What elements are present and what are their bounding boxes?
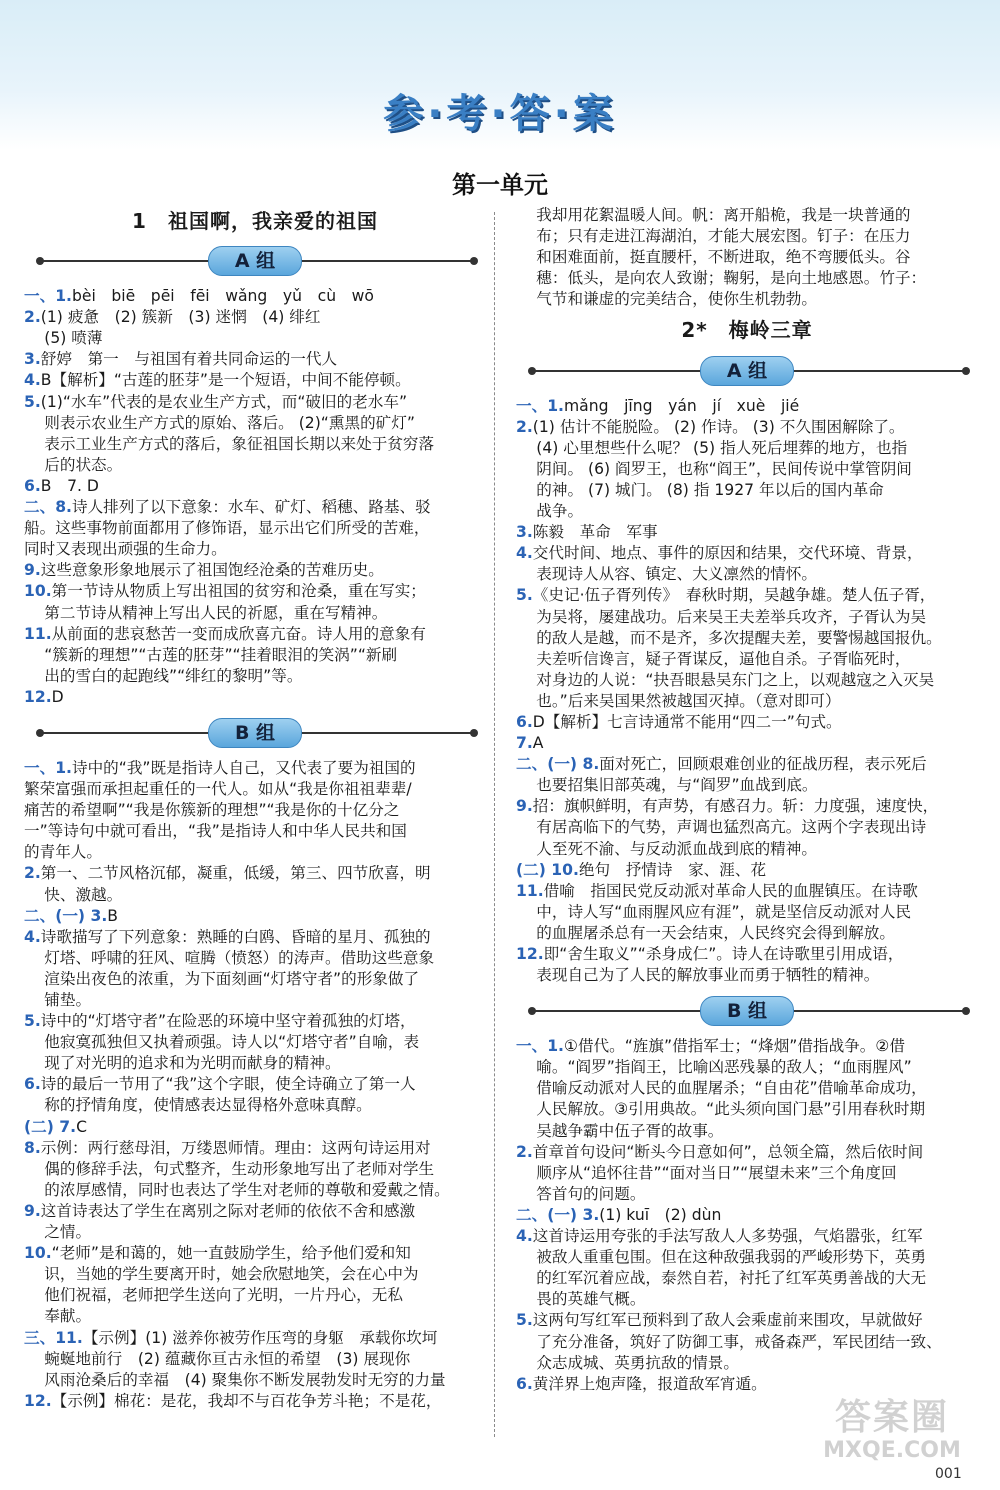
answer-line (24, 927, 486, 948)
question-number: 二、(一) 8. (516, 755, 600, 774)
answer-text: 奉献。 (44, 1307, 92, 1326)
answer-line: 布；只有走进江海湖泊，才能大展宏图。钉子：在压力 (536, 227, 911, 246)
answer-line (516, 649, 978, 670)
answer-text: 这两句写红军已预料到了敌人会乘虚前来围攻，早就做好 (532, 1311, 923, 1330)
answer-text: 阴间。 (6) 阎罗王，也称“阎王”，民间传说中掌管阴间 (536, 459, 912, 478)
answer-line (24, 969, 486, 990)
question-number: 二、(一) 3. (24, 906, 108, 925)
answer-line (24, 1306, 486, 1327)
answer-line (24, 1328, 486, 1349)
answer-line (516, 501, 978, 522)
answer-text: A (532, 734, 544, 753)
watermark (812, 1398, 972, 1470)
answer-list-b (24, 758, 486, 1412)
continued-answer (516, 205, 978, 310)
answer-text: 识，当她的学生要离开时，她会欣慰地笑，会在心中为 (44, 1265, 419, 1284)
answer-text: 有居高临下的气势，声调也猛烈高亢。这两个字表现出诗 (536, 818, 927, 837)
answer-line (24, 1074, 486, 1095)
answer-line (516, 1057, 978, 1078)
answer-text: 首章首句设问“断头今日意如何”，总领全篇，然后依时间 (532, 1142, 924, 1161)
question-number: 11. (516, 881, 544, 900)
answer-line (516, 628, 978, 649)
question-number: 2. (516, 1142, 533, 1161)
answer-line (24, 990, 486, 1011)
answer-text: mǎng jīng yán jí xuè jié (563, 396, 800, 415)
answer-line (24, 1180, 486, 1201)
answer-line (516, 1353, 978, 1374)
answer-line (24, 1095, 486, 1116)
answer-line (24, 842, 486, 863)
answer-line (516, 1121, 978, 1142)
answer-line (24, 885, 486, 906)
answer-line (516, 965, 978, 986)
answer-text: (4) 心里想些什么呢？ (5) 指人死后埋葬的地方，也指 (536, 438, 908, 457)
answer-line (24, 1159, 486, 1180)
answer-line (516, 459, 978, 480)
answer-text: 他寂寞孤独但又执着顽强。诗人以“灯塔守者”自喻，表 (44, 1033, 420, 1052)
answer-line (516, 1226, 978, 1247)
page-title: 参·考·答·案 (383, 91, 617, 137)
answer-text: 表示工业生产方式的落后，象征祖国长期以来处于贫穷落 (44, 434, 435, 453)
answer-line (516, 923, 978, 944)
question-number: 2. (24, 308, 41, 327)
lesson-title: 2* 梅岭三章 (681, 318, 813, 343)
answer-list-a (516, 396, 978, 987)
group-label: A 组 (700, 356, 794, 386)
question-number: 2. (516, 417, 533, 436)
answer-text: 招：旗帜鲜明，有声势，有感召力。斩：力度强，速度快， (532, 797, 939, 816)
question-number: 6. (516, 712, 533, 731)
answer-line (516, 1374, 978, 1395)
answer-line (516, 417, 978, 438)
answer-text: 绝句 抒情诗 家、涯、花 (578, 860, 767, 879)
answer-text: 痛苦的希望啊”“我是你簇新的理想”“我是你的十亿分之 (24, 801, 400, 820)
answer-line (24, 349, 486, 370)
question-number: 4. (24, 371, 41, 390)
page-number: 001 (935, 1466, 962, 1482)
answer-text: 之情。 (44, 1223, 92, 1242)
answer-text: 出的雪白的起跑线”“绯红的黎明”等。 (44, 666, 303, 685)
answer-line (516, 522, 978, 543)
answer-text: B (107, 906, 118, 925)
answer-line (516, 860, 978, 881)
answer-line (24, 666, 486, 687)
answer-line (516, 396, 978, 417)
answer-list-a (24, 286, 486, 708)
answer-line (24, 581, 486, 602)
question-number: (二) 7. (24, 1117, 77, 1136)
answer-text: 繁荣富强而承担起重任的一代人。如从“我是你祖祖辈辈/ (24, 780, 412, 799)
answer-line (516, 1184, 978, 1205)
question-number: 9. (24, 561, 41, 580)
answer-line: 气节和谦虚的完美结合，使你生机勃勃。 (536, 290, 817, 309)
answer-text: 人民解放。③引用典故。“此头须向国门悬”引用春秋时期 (536, 1100, 926, 1119)
answer-line (516, 1247, 978, 1268)
answer-text: 表现诗人从容、镇定、大义凛然的情怀。 (536, 565, 817, 584)
answer-text: 喻。“阎罗”指阎王，比喻凶恶残暴的敌人；“血雨腥风” (536, 1058, 912, 1077)
answer-text: (1)“水车”代表的是农业生产方式，而“破旧的老水车” (40, 392, 408, 411)
answer-text: 交代时间、地点、事件的原因和结果，交代环境、背景， (532, 544, 923, 563)
answer-text: 灯塔、呼啸的狂风、喧腾（愤怒）的涛声。借助这些意象 (44, 948, 435, 967)
answer-line (516, 881, 978, 902)
answer-text: 后的状态。 (44, 455, 123, 474)
answer-text: 称的抒情角度，使情感表达显得格外意味真醇。 (44, 1096, 372, 1115)
answer-line (516, 1142, 978, 1163)
answer-line (516, 670, 978, 691)
answer-text: 借喻反动派对人民的血腥屠杀；“自由花”借喻革命成功， (536, 1079, 927, 1098)
question-number: 3. (516, 523, 533, 542)
answer-line (24, 392, 486, 413)
answer-line (24, 370, 486, 391)
answer-line (24, 906, 486, 927)
answer-line (24, 1222, 486, 1243)
answer-line (516, 1332, 978, 1353)
answer-line (24, 286, 486, 307)
answer-text: 答首句的问题。 (536, 1184, 646, 1203)
answer-text: 诗人排列了以下意象：水车、矿灯、稻穗、路基、驳 (71, 498, 431, 517)
question-number: 4. (516, 1227, 533, 1246)
answer-text: 则表示农业生产方式的原始、落后。 (2)“熏黑的矿灯” (44, 413, 415, 432)
left-column (24, 205, 486, 1412)
group-header-a (516, 356, 978, 386)
answer-line (516, 607, 978, 628)
answer-line (24, 624, 486, 645)
answer-line (24, 539, 486, 560)
group-header-b (516, 996, 978, 1026)
group-header-a (24, 246, 486, 276)
question-number: 10. (24, 1244, 52, 1263)
question-number: 6. (24, 1075, 41, 1094)
question-number: 一、1. (516, 1037, 564, 1056)
answer-text: 从前面的悲哀愁苦一变而成欣喜亢奋。诗人用的意象有 (51, 624, 426, 643)
answer-line (24, 758, 486, 779)
answer-text: 借喻 指国民党反动派对革命人民的血腥镇压。在诗歌 (543, 881, 918, 900)
answer-line (24, 603, 486, 624)
answer-text: 的红军沉着应战，泰然自若，衬托了红军英勇善战的大无 (536, 1269, 927, 1288)
answer-text: B 7. D (40, 476, 99, 495)
question-number: (二) 10. (516, 860, 579, 879)
answer-text: 诗中的“我”既是指诗人自己，又代表了要为祖国的 (71, 758, 416, 777)
question-number: 8. (24, 1138, 41, 1157)
answer-text: 面对死亡，回顾艰难创业的征战历程，表示死后 (599, 755, 927, 774)
answer-line (24, 1011, 486, 1032)
answer-line (24, 1201, 486, 1222)
answer-text: 吴越争霸中伍子胥的故事。 (536, 1121, 724, 1140)
answer-text: 船。这些事物前面都用了修饰语，显示出它们所受的苦难， (24, 519, 430, 538)
answer-text: D【解析】七言诗通常不能用“四二一”句式。 (532, 712, 842, 731)
answer-line (24, 413, 486, 434)
question-number: 9. (516, 797, 533, 816)
question-number: 三、11. (24, 1328, 83, 1347)
answer-line (516, 1289, 978, 1310)
answer-text: 这些意象形象地展示了祖国饱经沧桑的苦难历史。 (40, 561, 384, 580)
question-number: 5. (24, 1012, 41, 1031)
answer-line (24, 560, 486, 581)
answer-text: (1) 估计不能脱险。 (2) 作诗。 (3) 不久围困解除了。 (532, 417, 905, 436)
question-number: 6. (516, 1374, 533, 1393)
answer-line (516, 1099, 978, 1120)
answer-text: 被敌人重重包围。但在这种敌强我弱的严峻形势下，英勇 (536, 1248, 927, 1267)
question-number: 12. (24, 1391, 52, 1410)
answer-line (24, 1138, 486, 1159)
answer-text: C (76, 1117, 87, 1136)
answer-text: “簇新的理想”“古莲的胚芽”“挂着眼泪的笑涡”“新刷 (44, 645, 398, 664)
answer-text: 陈毅 革命 军事 (532, 523, 658, 542)
answer-line (24, 821, 486, 842)
answer-text: (1) kuī (2) dùn (599, 1205, 722, 1224)
answer-text: 舒婷 第一 与祖国有着共同命运的一代人 (40, 350, 338, 369)
question-number: 5. (516, 1311, 533, 1330)
answer-text: 中，诗人写“血雨腥风应有涯”，就是坚信反动派对人民 (536, 902, 912, 921)
column-divider (494, 212, 495, 1437)
answer-text: (5) 喷薄 (44, 329, 103, 348)
answer-line (516, 691, 978, 712)
unit-title: 第一单元 (452, 171, 548, 199)
answer-text: 了充分准备，筑好了防御工事，戒备森严，军民团结一致、 (536, 1332, 942, 1351)
answer-text: 的浓厚感情，同时也表达了学生对老师的尊敬和爱戴之情。 (44, 1180, 450, 1199)
answer-line (24, 1264, 486, 1285)
question-number: 12. (516, 945, 544, 963)
answer-line (24, 687, 486, 708)
answer-text: 众志成城、英勇抗敌的情景。 (536, 1353, 739, 1372)
answer-list-b (516, 1036, 978, 1395)
question-number: 5. (516, 586, 533, 605)
answer-line (516, 902, 978, 923)
answer-text: B【解析】“古莲的胚芽”是一个短语，中间不能停顿。 (40, 371, 411, 390)
answer-text: 诗歌描写了下列意象：熟睡的白鸥、昏暗的星月、孤独的 (40, 927, 431, 946)
answer-line (24, 779, 486, 800)
answer-line (516, 839, 978, 860)
answer-line (24, 328, 486, 349)
answer-text: “老师”是和蔼的，她一直鼓励学生，给予他们爱和知 (51, 1244, 411, 1263)
answer-line: 我却用花絮温暖人间。帆：离开船桅，我是一块普通的 (536, 206, 911, 224)
group-header-b (24, 718, 486, 748)
answer-line (24, 518, 486, 539)
lesson-title: 1 祖国啊，我亲爱的祖国 (132, 209, 378, 233)
answer-line (516, 796, 978, 817)
answer-line (24, 455, 486, 476)
answer-text: 铺垫。 (44, 991, 92, 1009)
answer-line (516, 1163, 978, 1184)
answer-line (24, 948, 486, 969)
question-number: 11. (24, 624, 52, 643)
answer-line (516, 1205, 978, 1226)
answer-text: 这首诗运用夸张的手法写敌人人多势强，气焰嚣张，红军 (532, 1227, 923, 1246)
answer-line (516, 564, 978, 585)
answer-line (24, 1370, 486, 1391)
question-number: 一、1. (516, 396, 564, 415)
question-number: 4. (24, 927, 41, 946)
answer-line (24, 1349, 486, 1370)
answer-text: 为吴将，屡建战功。后来吴王夫差举兵攻齐，子胥认为吴 (536, 607, 927, 626)
answer-line (516, 1078, 978, 1099)
answer-line (24, 307, 486, 328)
question-number: 3. (24, 350, 41, 369)
question-number: 9. (24, 1201, 41, 1220)
group-label: B 组 (700, 996, 794, 1026)
answer-text: 畏的英雄气概。 (536, 1290, 646, 1309)
answer-text: 黄洋界上炮声隆，报道敌军宵遁。 (532, 1374, 767, 1393)
answer-text: 对身边的人说：“抉吾眼悬吴东门之上，以观越寇之入灭吴 (536, 670, 935, 689)
answer-text: 诗的最后一节用了“我”这个字眼，使全诗确立了第一人 (40, 1075, 416, 1094)
answer-text: 风雨沧桑后的幸福 (4) 聚集你不断发展勃发时无穷的力量 (44, 1370, 446, 1389)
answer-text: 战争。 (536, 502, 584, 521)
answer-line (516, 754, 978, 775)
answer-text: 诗中的“灯塔守者”在险恶的环境中坚守着孤独的灯塔， (40, 1012, 416, 1031)
answer-line (516, 1268, 978, 1289)
answer-text: 表现自己为了人民的解放事业而勇于牺牲的精神。 (536, 966, 880, 985)
answer-line (24, 1285, 486, 1306)
answer-line (516, 543, 978, 564)
answer-text: 【示例】(1) 滋养你被劳作压弯的身躯 承载你坎坷 (82, 1328, 438, 1347)
answer-line (24, 1053, 486, 1074)
answer-text: 一”等诗句中就可看出，“我”是指诗人和中华人民共和国 (24, 822, 407, 841)
answer-text: 现了对光明的追求和为光明而献身的精神。 (44, 1054, 341, 1073)
answer-line (24, 434, 486, 455)
answer-text: 也。”后来吴国果然被越国灭掉。（意对即可） (536, 691, 841, 710)
answer-text: 渲染出夜色的浓重，为下面刻画“灯塔守者”的形象做了 (44, 969, 420, 988)
answer-text: ①借代。“旌旗”借指军士；“烽烟”借指战争。②借 (563, 1037, 905, 1056)
question-number: 10. (24, 582, 52, 601)
answer-text: 他们祝福，老师把学生送向了光明，一片丹心，无私 (44, 1286, 403, 1305)
answer-line (516, 438, 978, 459)
watermark-logo: 答案圈 (834, 1397, 949, 1438)
question-number: 2. (24, 864, 41, 883)
answer-line (516, 1036, 978, 1057)
answer-text: (1) 疲惫 (2) 簇新 (3) 迷惘 (4) 绯红 (40, 308, 321, 327)
answer-text: 示例：两行慈母泪，万缕恩师情。理由：这两句诗运用对 (40, 1138, 431, 1157)
answer-line (516, 712, 978, 733)
answer-line (24, 645, 486, 666)
group-label: A 组 (208, 246, 302, 276)
question-number: 5. (24, 392, 41, 411)
answer-text: 【示例】棉花：是花，我却不与百花争芳斗艳；不是花， (51, 1391, 442, 1410)
answer-text: 夫差听信谗言，疑子胥谋反，逼他自杀。子胥临死时， (536, 649, 911, 668)
answer-line (24, 497, 486, 518)
answer-line (24, 863, 486, 884)
answer-text: D (51, 687, 64, 706)
answer-text: 的敌人是越，而不是齐，多次提醒夫差，要警惕越国报仇。 (536, 628, 942, 647)
question-number: 一、1. (24, 758, 72, 777)
question-number: 4. (516, 544, 533, 563)
answer-text: 也要招集旧部英魂，与“阎罗”血战到底。 (536, 776, 818, 795)
answer-text: 的血腥屠杀总有一天会结束，人民终究会得到解放。 (536, 923, 895, 942)
answer-text: 的青年人。 (24, 843, 102, 862)
question-number: 一、1. (24, 287, 72, 306)
question-number: 6. (24, 476, 41, 495)
question-number: 二、(一) 3. (516, 1205, 600, 1224)
answer-line (516, 585, 978, 606)
group-label: B 组 (208, 718, 302, 748)
answer-line (24, 1032, 486, 1053)
answer-text: 的神。 (7) 城门。 (8) 指 1927 年以后的国内革命 (536, 480, 884, 499)
answer-text: 人至死不渝、与反动派血战到底的精神。 (536, 839, 817, 858)
answer-text: 即“舍生取义”“杀身成仁”。诗人在诗歌里引用成语， (543, 945, 904, 963)
answer-line (516, 775, 978, 796)
question-number: 7. (516, 734, 533, 753)
answer-line (516, 480, 978, 501)
answer-text: 第一节诗从物质上写出祖国的贫穷和沧桑，重在写实； (51, 582, 426, 601)
answer-text: 第二节诗从精神上写出人民的祈愿，重在写精神。 (44, 603, 388, 622)
answer-line (24, 800, 486, 821)
answer-line (24, 476, 486, 497)
watermark-site: MXQE.COM (823, 1438, 961, 1463)
answer-text: 偶的修辞手法，句式整齐，生动形象地写出了老师对学生 (44, 1159, 435, 1178)
answer-text: 《史记·伍子胥列传》 春秋时期，吴越争雄。楚人伍子胥， (532, 586, 936, 605)
answer-text: 同时又表现出顽强的生命力。 (24, 540, 227, 559)
answer-line (516, 1310, 978, 1331)
answer-line (24, 1391, 486, 1412)
question-number: 12. (24, 687, 52, 706)
answer-text: 蜿蜒地前行 (2) 蕴藏你亘古永恒的希望 (3) 展现你 (44, 1349, 411, 1368)
answer-text: 快、激越。 (44, 885, 123, 904)
question-number: 二、8. (24, 498, 72, 517)
answer-line (516, 733, 978, 754)
right-column (516, 205, 978, 1395)
answer-line: 穗：低头，是向农人致谢；鞠躬，是向土地感恩。竹子： (536, 269, 927, 288)
answer-line (24, 1117, 486, 1138)
answer-line (516, 944, 978, 965)
answer-text: bèi biē pēi fēi wǎng yǔ cù wō (71, 287, 374, 306)
answer-line (24, 1243, 486, 1264)
answer-line (516, 817, 978, 838)
answer-line: 和困难面前，挺直腰杆，不断进取，绝不弯腰低头。谷 (536, 248, 911, 267)
answer-text: 第一、二节风格沉郁，凝重，低缓，第三、四节欣喜，明 (40, 864, 431, 883)
answer-text: 这首诗表达了学生在离别之际对老师的依依不舍和感激 (40, 1201, 416, 1220)
answer-text: 顺序从“追怀往昔”“面对当日”“展望未来”三个角度回 (536, 1163, 897, 1182)
